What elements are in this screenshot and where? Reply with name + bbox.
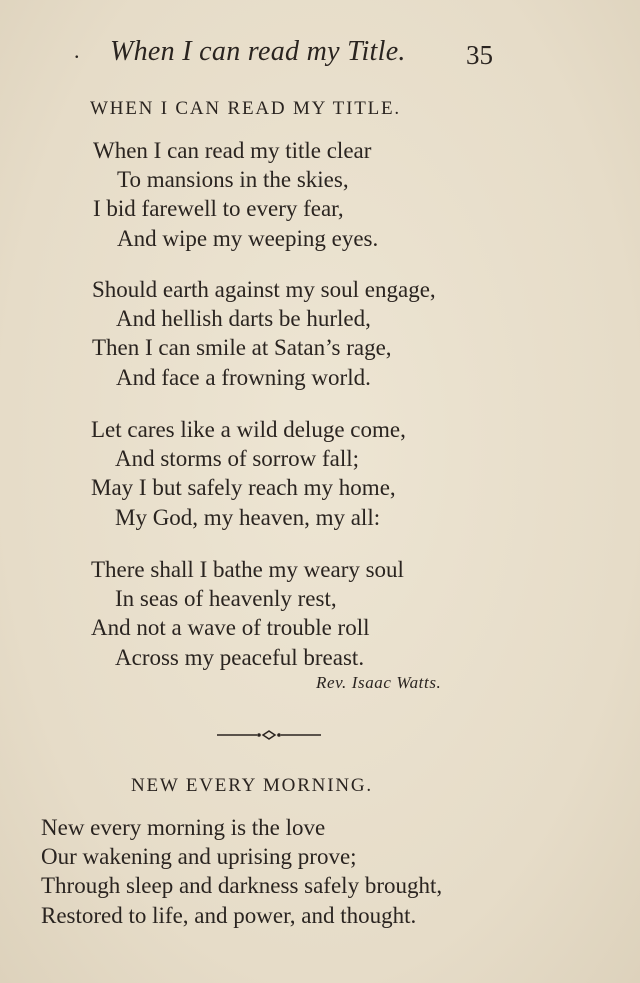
stanza xyxy=(91,555,404,672)
verse-line: Our wakening and uprising prove; xyxy=(41,844,357,870)
verse-line: There shall I bathe my weary soul xyxy=(91,557,404,582)
stanza xyxy=(92,275,436,392)
verse-line: My God, my heaven, my all: xyxy=(115,504,381,530)
verse-line: And wipe my weeping eyes. xyxy=(117,225,379,251)
verse-line: And not a wave of trouble roll xyxy=(91,615,370,641)
verse-line: Restored to life, and power, and thought. xyxy=(41,902,417,928)
verse-line: I bid farewell to every fear, xyxy=(93,196,344,222)
running-head xyxy=(74,34,514,70)
verse-line: Through sleep and darkness safely brought, xyxy=(41,873,443,899)
page-number: 35 xyxy=(466,40,493,70)
verse-line: Across my peaceful breast. xyxy=(115,644,365,670)
verse-line: Then I can smile at Satan’s rage, xyxy=(92,335,392,361)
verse-line: And storms of sorrow fall; xyxy=(115,446,360,472)
running-head-title: When I can read my Title. xyxy=(110,36,406,67)
poem-title: WHEN I CAN READ MY TITLE. xyxy=(90,98,401,119)
verse-line: Should earth against my soul engage, xyxy=(92,277,436,302)
stanza xyxy=(93,136,378,253)
poem-title: NEW EVERY MORNING. xyxy=(131,775,373,796)
stanza xyxy=(41,813,442,930)
running-head-dot: . xyxy=(74,38,80,63)
verse-line: Let cares like a wild deluge come, xyxy=(91,417,406,442)
verse-line: New every morning is the love xyxy=(41,815,326,840)
verse-line: When I can read my title clear xyxy=(93,138,372,163)
verse-line: In seas of heavenly rest, xyxy=(115,586,337,612)
verse-line: And face a frowning world. xyxy=(116,364,371,390)
verse-line: May I but safely reach my home, xyxy=(91,475,396,501)
stanza xyxy=(91,415,406,532)
fleuron-rule-icon xyxy=(217,726,321,744)
verse-line: To mansions in the skies, xyxy=(117,167,349,193)
verse-line: And hellish darts be hurled, xyxy=(116,306,371,332)
author-attribution: Rev. Isaac Watts. xyxy=(316,673,442,692)
